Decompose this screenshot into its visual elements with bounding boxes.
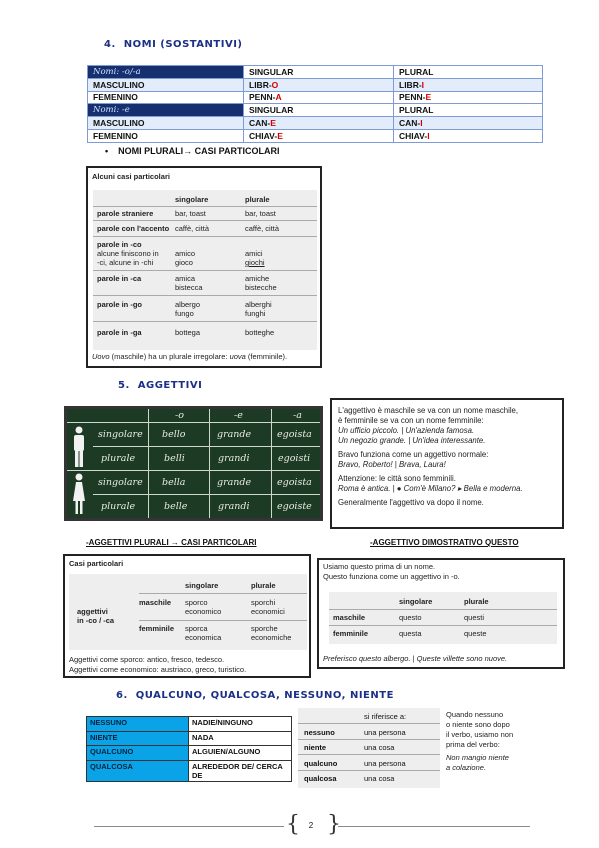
- table-cell: NESSUNO: [87, 717, 189, 732]
- agg-cell: economico: [185, 607, 222, 616]
- row-plurale: giochi: [245, 258, 265, 267]
- left-brace: {: [286, 812, 300, 837]
- row-plurale: amiche: [245, 274, 270, 283]
- row-singolare: bar, toast: [175, 209, 206, 218]
- table-cell: Nomi: -o/-a: [88, 66, 244, 79]
- divider: [93, 295, 317, 296]
- stem: PENN-: [399, 92, 426, 103]
- rule-paragraph: [338, 450, 556, 470]
- table-row: [88, 66, 543, 79]
- chalk-cell: bello: [162, 429, 186, 440]
- agg-cell: economica: [185, 633, 222, 642]
- agg-label: aggettivi: [77, 607, 108, 616]
- row-label: plurale: [101, 501, 136, 512]
- qualcuno-table: [86, 716, 292, 782]
- col-plurale: plurale: [251, 581, 276, 590]
- ending: I: [420, 118, 423, 129]
- aggettivi-rule-box: [330, 398, 564, 529]
- stem: LIBR-: [249, 79, 272, 90]
- row-plurale: caffè, città: [245, 224, 280, 233]
- ending: E: [425, 92, 432, 103]
- note-word: uova: [229, 352, 246, 361]
- casi-nomi-note: [92, 352, 287, 361]
- note-line: prima del verbo:: [446, 740, 500, 749]
- ending-a: -a: [293, 410, 302, 421]
- row-singolare: albergo: [175, 300, 201, 309]
- rule-example: Un ufficio piccolo. | Un'azienda famosa.: [338, 426, 475, 435]
- row-singolare: amico: [175, 249, 196, 258]
- riferisce-note: [446, 710, 513, 773]
- table-row: [88, 129, 543, 142]
- row-label: parole straniere: [97, 209, 154, 218]
- ending-e: -e: [234, 410, 243, 421]
- ending: E: [270, 118, 276, 129]
- rule-example: Roma è antica. | ● Com'è Milano? ▸ Bella e moderna.: [338, 484, 523, 493]
- stem: CAN-: [399, 118, 421, 129]
- table-row: [88, 78, 543, 91]
- table-cell: MASCULINO: [88, 117, 244, 130]
- divider: [93, 220, 317, 221]
- table-row: [88, 91, 543, 104]
- agg-cell: sporco: [185, 598, 208, 607]
- col-singolare: singolare: [185, 581, 219, 590]
- pronoun: niente: [304, 743, 327, 752]
- pronoun: nessuno: [304, 728, 335, 737]
- ending: I: [421, 79, 425, 90]
- col-plurale: plurale: [464, 597, 489, 606]
- row-singolare: fungo: [175, 309, 194, 318]
- chalk-cell: egoiste: [277, 501, 312, 512]
- femminile-label: femminile: [333, 629, 369, 638]
- row-label: -ci, alcune in -chi: [97, 258, 154, 267]
- table-cell: [394, 129, 543, 142]
- note-word: Uovo: [92, 352, 110, 361]
- table-cell: FEMENINO: [88, 91, 244, 104]
- table-cell: PLURAL: [394, 104, 543, 117]
- row-label: alcune finiscono in: [97, 249, 159, 258]
- riferisce-table: [298, 708, 440, 788]
- ending-o: -o: [175, 410, 184, 421]
- section-5-heading: [118, 380, 202, 391]
- rule-line: è femminile se va con un nome femminile:: [338, 416, 484, 425]
- row-singolare: bottega: [175, 328, 201, 337]
- questo-box: [317, 558, 565, 669]
- table-cell: [244, 78, 394, 91]
- ending: A: [275, 92, 282, 103]
- questo-example: Preferisco questo albergo. | Queste villette sono nuove.: [323, 654, 508, 663]
- stem: PENN-: [249, 92, 276, 103]
- table-row: [87, 760, 292, 781]
- table-cell: NADIE/NINGUNO: [189, 717, 292, 732]
- row-plurale: alberghi: [245, 300, 272, 309]
- pronoun: qualcuno: [304, 759, 338, 768]
- nomi-table: [87, 65, 543, 143]
- chalk-cell: bella: [162, 477, 186, 488]
- reference: una persona: [364, 759, 406, 768]
- chalk-cell: grande: [217, 477, 252, 488]
- table-cell: ALREDEDOR DE/ CERCA DE: [189, 760, 292, 781]
- divider: [93, 494, 320, 495]
- table-row: [88, 104, 543, 117]
- footer-rule-right: [338, 826, 530, 827]
- col-singolare: singolare: [399, 597, 433, 606]
- section-5-number: 5.: [118, 380, 130, 391]
- table-cell: QUALCOSA: [87, 760, 189, 781]
- agg-cell: sporca: [185, 624, 208, 633]
- divider: [329, 609, 557, 610]
- bullet: •: [105, 146, 109, 156]
- table-cell: QUALCUNO: [87, 746, 189, 761]
- divider: [93, 446, 320, 447]
- casi-nomi-title: Alcuni casi particolari: [92, 172, 170, 181]
- chalk-cell: grandi: [218, 453, 250, 464]
- casi-agg-title: Casi particolari: [69, 559, 124, 568]
- agg-cell: sporchi: [251, 598, 276, 607]
- divider: [93, 236, 317, 237]
- agg-label: in -co / -ca: [77, 616, 115, 625]
- maschile-label: maschile: [139, 598, 172, 607]
- questo-cell: questa: [399, 629, 422, 638]
- rule-line: Attenzione: le città sono femminili.: [338, 474, 456, 483]
- divider: [298, 723, 440, 724]
- rule-paragraph: [338, 474, 556, 494]
- questo-line: Questo funziona come un aggettivo in -o.: [323, 572, 460, 581]
- note-line: a colazione.: [446, 763, 487, 772]
- row-plurale: bistecche: [245, 283, 277, 292]
- agg-plurali-heading: -AGGETTIVI PLURALI → CASI PARTICOLARI: [86, 538, 257, 547]
- row-singolare: caffè, città: [175, 224, 210, 233]
- row-plurale: funghi: [245, 309, 266, 318]
- footer-rule-left: [94, 826, 284, 827]
- divider: [67, 422, 320, 423]
- reference: una cosa: [364, 743, 395, 752]
- table-cell: [244, 129, 394, 142]
- divider: [93, 270, 317, 271]
- questo-line: Usiamo questo prima di un nome.: [323, 562, 436, 571]
- row-label: parole in -go: [97, 300, 142, 309]
- femminile-label: femminile: [139, 624, 175, 633]
- table-row: [87, 717, 292, 732]
- stem: CHIAV-: [249, 130, 278, 141]
- casi-agg-note: Aggettivi come sporco: antico, fresco, tedesco.: [69, 655, 225, 664]
- agg-cell: economiche: [251, 633, 292, 642]
- row-singolare: bistecca: [175, 283, 203, 292]
- chalk-cell: egoista: [277, 477, 312, 488]
- reference: una cosa: [364, 774, 395, 783]
- table-cell: ALGUIEN/ALGUNO: [189, 746, 292, 761]
- divider: [209, 409, 210, 518]
- divider: [298, 754, 440, 755]
- maschile-label: maschile: [333, 613, 366, 622]
- rule-line: Generalmente l'aggettivo va dopo il nome.: [338, 498, 484, 507]
- rule-example: Un negozio grande. | Un'idea interessante.: [338, 436, 486, 445]
- questo-cell: queste: [464, 629, 487, 638]
- row-singolare: gioco: [175, 258, 193, 267]
- table-row: [87, 746, 292, 761]
- divider: [67, 470, 320, 471]
- table-cell: [394, 117, 543, 130]
- chalk-cell: egoisti: [278, 453, 311, 464]
- questo-cell: questi: [464, 613, 485, 622]
- rule-line: Bravo funziona come un aggettivo normale:: [338, 450, 489, 459]
- chalk-cell: grande: [217, 429, 252, 440]
- questo-table: [329, 592, 557, 644]
- row-singolare: amica: [175, 274, 196, 283]
- casi-aggettivi-box: [63, 554, 311, 678]
- table-cell: PLURAL: [394, 66, 543, 79]
- table-cell: [394, 91, 543, 104]
- divider: [329, 625, 557, 626]
- ending: E: [277, 130, 283, 141]
- reference: una persona: [364, 728, 406, 737]
- section-4-number: 4.: [104, 39, 116, 50]
- divider: [93, 206, 317, 207]
- chalk-cell: belle: [164, 501, 188, 512]
- chalk-cell: belli: [164, 453, 185, 464]
- casi-nomi-table: [93, 190, 317, 350]
- col-plurale: plurale: [245, 195, 270, 204]
- plurali-title: NOMI PLURALI→ CASI PARTICOLARI: [118, 146, 280, 156]
- col-singolare: singolare: [175, 195, 209, 204]
- table-row: [88, 117, 543, 130]
- ending: O: [271, 79, 279, 90]
- row-label: singolare: [98, 429, 143, 440]
- stem: LIBR-: [399, 79, 422, 90]
- agg-cell: economici: [251, 607, 285, 616]
- page-number: 2: [308, 821, 314, 830]
- row-plurale: bar, toast: [245, 209, 276, 218]
- table-row: [87, 731, 292, 746]
- table-cell: Nomi: -e: [88, 104, 244, 117]
- table-cell: [244, 91, 394, 104]
- row-label: plurale: [101, 453, 136, 464]
- section-5-title: AGGETTIVI: [137, 380, 203, 391]
- divider: [139, 620, 307, 621]
- section-6-number: 6.: [116, 690, 128, 701]
- rule-line: L'aggettivo è maschile se va con un nome maschile,: [338, 406, 519, 415]
- right-brace: }: [327, 812, 341, 837]
- table-cell: [244, 117, 394, 130]
- table-cell: NIENTE: [87, 731, 189, 746]
- table-cell: SINGULAR: [244, 66, 394, 79]
- note-line: Quando nessuno: [446, 710, 504, 719]
- note-text: (maschile) ha un plurale irregolare:: [109, 352, 230, 361]
- section-4-heading: [104, 39, 243, 50]
- section-4-title: NOMI (SOSTANTIVI): [123, 39, 243, 50]
- casi-agg-table: [69, 574, 307, 650]
- casi-agg-note: Aggettivi come economico: austriaco, greco, turistico.: [69, 665, 247, 674]
- divider: [271, 409, 272, 518]
- divider: [298, 770, 440, 771]
- row-label: parole in -co: [97, 240, 142, 249]
- rule-paragraph: [338, 406, 556, 446]
- row-plurale: amici: [245, 249, 263, 258]
- note-line: Non mangio niente: [446, 753, 509, 762]
- section-6-heading: [116, 690, 394, 701]
- stem: CHIAV-: [399, 130, 428, 141]
- agg-dimostrativo-heading: -AGGETTIVO DIMOSTRATIVO QUESTO: [370, 538, 519, 547]
- row-label: parole in -ca: [97, 274, 142, 283]
- stem: CAN-: [249, 118, 271, 129]
- rule-paragraph: [338, 498, 556, 508]
- chalk-cell: grandi: [218, 501, 250, 512]
- row-label: parole in -ga: [97, 328, 142, 337]
- divider: [148, 409, 149, 518]
- chalk-cell: egoista: [277, 429, 312, 440]
- casi-nomi-box: [86, 166, 322, 368]
- rule-example: Bravo, Roberto! | Brava, Laura!: [338, 460, 446, 469]
- row-label: parole con l'accento: [97, 224, 170, 233]
- agg-cell: sporche: [251, 624, 278, 633]
- table-cell: MASCULINO: [88, 78, 244, 91]
- male-figure-icon: [72, 426, 86, 468]
- divider: [139, 593, 307, 594]
- row-label: singolare: [98, 477, 143, 488]
- note-line: il verbo, usiamo non: [446, 730, 514, 739]
- col-riferisce: si riferisce a:: [364, 712, 407, 721]
- plurali-heading: [105, 146, 279, 156]
- aggettivi-chalkboard: [64, 406, 323, 521]
- section-6-title: QUALCUNO, QUALCOSA, NESSUNO, NIENTE: [135, 690, 394, 701]
- table-cell: SINGULAR: [244, 104, 394, 117]
- table-cell: NADA: [189, 731, 292, 746]
- note-text: (femminile).: [245, 352, 288, 361]
- pronoun: qualcosa: [304, 774, 337, 783]
- ending: I: [427, 130, 430, 141]
- note-line: o niente sono dopo: [446, 720, 510, 729]
- questo-cell: questo: [399, 613, 422, 622]
- female-figure-icon: [72, 473, 86, 515]
- row-plurale: botteghe: [245, 328, 275, 337]
- divider: [93, 321, 317, 322]
- divider: [298, 739, 440, 740]
- table-cell: FEMENINO: [88, 129, 244, 142]
- table-cell: [394, 78, 543, 91]
